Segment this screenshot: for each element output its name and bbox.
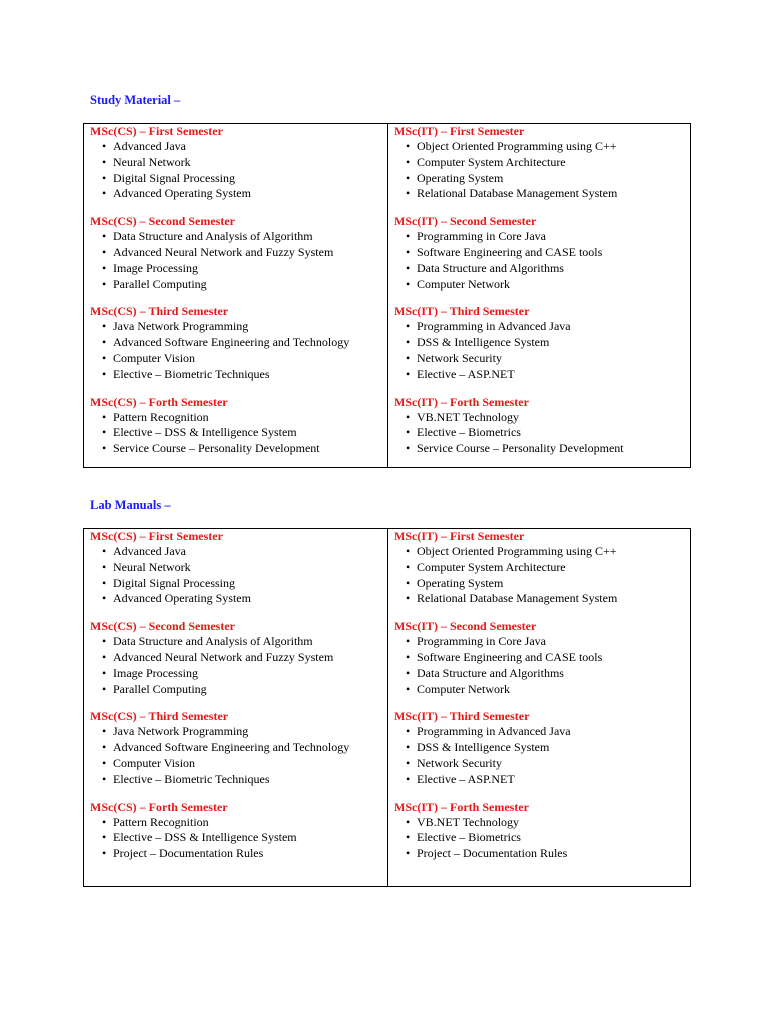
course-list (90, 229, 383, 292)
course-item: • Advanced Software Engineering and Technology (102, 740, 383, 756)
course-item: • Computer Vision (102, 351, 383, 367)
course-item: • Elective – Biometrics (406, 425, 686, 441)
course-item: • Operating System (406, 576, 686, 592)
semester-block (394, 304, 686, 382)
course-item: • VB.NET Technology (406, 410, 686, 426)
semester-block (90, 124, 383, 202)
course-item: • Advanced Operating System (102, 186, 383, 202)
course-item: • Elective – DSS & Intelligence System (102, 830, 383, 846)
course-item: • Image Processing (102, 666, 383, 682)
semester-block (394, 395, 686, 457)
course-list (90, 410, 383, 457)
semester-block (90, 395, 383, 457)
semester-title: MSc(CS) – First Semester (90, 529, 223, 543)
course-list (394, 410, 686, 457)
semester-title: MSc(CS) – Second Semester (90, 214, 235, 229)
semester-title: MSc(CS) – Third Semester (90, 304, 229, 319)
semester-block (90, 304, 383, 382)
course-list (90, 319, 383, 382)
course-item: • Parallel Computing (102, 277, 383, 293)
course-item: • Object Oriented Programming using C++ (406, 139, 686, 155)
course-list (90, 634, 383, 697)
semester-title: MSc(IT) – First Semester (394, 529, 525, 543)
semester-title: MSc(CS) – Second Semester (90, 619, 235, 634)
course-item: • Data Structure and Analysis of Algorithm (102, 229, 383, 245)
course-list (90, 544, 383, 607)
semester-block (90, 709, 383, 787)
course-item: • Computer Vision (102, 756, 383, 772)
course-item: • Java Network Programming (102, 319, 383, 335)
course-item: • Computer System Architecture (406, 155, 686, 171)
semester-title: MSc(IT) – Third Semester (394, 709, 530, 724)
course-item: • Advanced Software Engineering and Technology (102, 335, 383, 351)
semester-title: MSc(CS) – Forth Semester (90, 394, 228, 409)
course-item: • Image Processing (102, 261, 383, 277)
course-list (394, 724, 686, 787)
course-item: • Digital Signal Processing (102, 576, 383, 592)
course-item: • Programming in Core Java (406, 634, 686, 650)
course-item: • Programming in Advanced Java (406, 724, 686, 740)
semester-block (394, 619, 686, 697)
course-item: • Computer Network (406, 682, 686, 698)
semester-block (90, 619, 383, 697)
course-item: • Advanced Neural Network and Fuzzy System (102, 650, 383, 666)
semester-block (394, 800, 686, 862)
course-item: • Data Structure and Algorithms (406, 666, 686, 682)
course-item: • Elective – Biometrics (406, 830, 686, 846)
study-material-cs-column (84, 124, 387, 467)
course-item: • Relational Database Management System (406, 591, 686, 607)
semester-block (90, 529, 383, 607)
semester-title: MSc(IT) – Forth Semester (394, 394, 529, 409)
semester-block (394, 529, 686, 607)
course-item: • Parallel Computing (102, 682, 383, 698)
course-item: • Advanced Java (102, 544, 383, 560)
course-list (394, 319, 686, 382)
semester-title: MSc(IT) – Second Semester (394, 214, 537, 229)
semester-block (394, 214, 686, 292)
study-material-it-column (387, 124, 690, 467)
lab-manuals-heading: Lab Manuals – (90, 498, 171, 512)
semester-block (90, 214, 383, 292)
course-list (394, 815, 686, 862)
course-item: • Operating System (406, 171, 686, 187)
course-item: • Computer System Architecture (406, 560, 686, 576)
lab-manuals-cs-column (84, 529, 387, 886)
course-item: • Service Course – Personality Development (102, 441, 383, 457)
semester-block (90, 800, 383, 862)
course-item: • Programming in Core Java (406, 229, 686, 245)
semester-block (394, 124, 686, 202)
course-item: • Pattern Recognition (102, 815, 383, 831)
course-item: • Relational Database Management System (406, 186, 686, 202)
course-item: • Elective – DSS & Intelligence System (102, 425, 383, 441)
course-item: • Neural Network (102, 560, 383, 576)
course-item: • Pattern Recognition (102, 410, 383, 426)
course-item: • Project – Documentation Rules (102, 846, 383, 862)
course-item: • Network Security (406, 756, 686, 772)
semester-title: MSc(CS) – Forth Semester (90, 799, 228, 814)
course-item: • Advanced Operating System (102, 591, 383, 607)
course-item: • Java Network Programming (102, 724, 383, 740)
course-item: • Elective – ASP.NET (406, 367, 686, 383)
study-material-heading: Study Material – (90, 93, 181, 107)
course-item: • Object Oriented Programming using C++ (406, 544, 686, 560)
course-item: • Elective – Biometric Techniques (102, 772, 383, 788)
course-item: • Software Engineering and CASE tools (406, 650, 686, 666)
course-item: • Software Engineering and CASE tools (406, 245, 686, 261)
semester-title: MSc(IT) – Third Semester (394, 304, 530, 319)
course-item: • DSS & Intelligence System (406, 335, 686, 351)
course-item: • Data Structure and Algorithms (406, 261, 686, 277)
course-item: • Network Security (406, 351, 686, 367)
course-item: • VB.NET Technology (406, 815, 686, 831)
course-item: • Computer Network (406, 277, 686, 293)
course-item: • Elective – ASP.NET (406, 772, 686, 788)
course-list (90, 139, 383, 202)
course-list (394, 139, 686, 202)
course-item: • Advanced Neural Network and Fuzzy System (102, 245, 383, 261)
course-list (394, 634, 686, 697)
course-item: • Project – Documentation Rules (406, 846, 686, 862)
course-item: • Data Structure and Analysis of Algorithm (102, 634, 383, 650)
lab-manuals-it-column (387, 529, 690, 886)
course-item: • Neural Network (102, 155, 383, 171)
course-item: • Elective – Biometric Techniques (102, 367, 383, 383)
course-list (394, 544, 686, 607)
course-item: • Service Course – Personality Development (406, 441, 686, 457)
course-item: • DSS & Intelligence System (406, 740, 686, 756)
course-list (90, 815, 383, 862)
lab-manuals-table (83, 528, 691, 887)
study-material-table (83, 123, 691, 468)
semester-title: MSc(CS) – Third Semester (90, 709, 229, 724)
semester-block (394, 709, 686, 787)
course-list (90, 724, 383, 787)
course-item: • Digital Signal Processing (102, 171, 383, 187)
course-list (394, 229, 686, 292)
course-item: • Programming in Advanced Java (406, 319, 686, 335)
course-item: • Advanced Java (102, 139, 383, 155)
semester-title: MSc(IT) – Forth Semester (394, 799, 529, 814)
semester-title: MSc(IT) – First Semester (394, 124, 525, 138)
semester-title: MSc(IT) – Second Semester (394, 619, 537, 634)
semester-title: MSc(CS) – First Semester (90, 124, 223, 138)
